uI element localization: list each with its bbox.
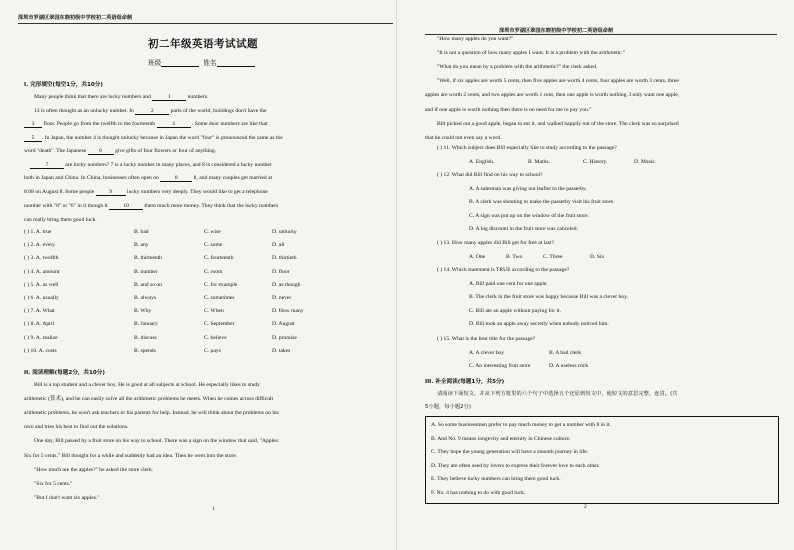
answer-option: C. An interesting fruit store (469, 363, 531, 370)
question-number: ( ) 6. A. usually (24, 295, 59, 301)
question-stem: ( ) 12. What did Bill find on his way to school? (437, 172, 543, 178)
answer-option: C. Three (543, 253, 563, 260)
cloze-line: 7 are lucky numbers? 7 is a lucky number in many places, and 8 is considered a lucky number (30, 162, 272, 169)
answer-option: D. Six (590, 253, 605, 260)
cloze-blank: 1 (152, 94, 186, 101)
answer-option: A. Bill paid one cent for one apple. (469, 280, 548, 287)
exam-title: 初二年级英语考试试题 (148, 38, 258, 50)
page-number: 1 (212, 506, 215, 512)
answer-option: A. A salesman was giving out leaflet to the passerby. (469, 185, 587, 192)
question-number: ( ) 9. A. realize (24, 334, 58, 341)
passage-line: own and tries his best to find out the solutions. (24, 424, 129, 431)
question-number: ( ) 7. A. What (24, 308, 55, 315)
option-d: D. unlucky (272, 229, 297, 235)
passage-line: "How much are the apples?" he asked the store clerk. (34, 466, 154, 473)
option-d: D. thirtieth (272, 255, 297, 262)
option-c: C. room (204, 268, 223, 275)
question-stem: ( ) 11. Which subject does Bill especially like to study according to the passage? (437, 145, 617, 151)
option-b: B. Why (134, 308, 152, 315)
passage-line: "Well, if six apples are worth 5 cents, then five apples are worth 4 cents, four apples are worth 3 cents, three (437, 78, 679, 85)
option-b: B. always (134, 295, 157, 301)
answer-option: B. A clerk was shouting to make the passerby visit his fruit store. (469, 199, 615, 206)
cloze-blank: 2 (135, 108, 169, 115)
cloze-blank: 6 (88, 148, 114, 155)
answer-option: D. Music. (634, 158, 657, 165)
cloze-line: 8:08 on August 8. Some people 9 lucky numbers very deeply. They would like to get a telephone (24, 189, 268, 195)
answer-option: B. Two (506, 253, 523, 260)
sentence-option: E. They believe lucky numbers can bring them good luck. (431, 476, 561, 483)
passage-line: arithmetic (算术), and he can easily solve all the arithmetic problems he meets. When he comes across difficult (24, 396, 274, 403)
passage-line: arithmetic problems, he won't ask teachers or his parents for help. Instead, he will think about the problems on his (24, 410, 279, 417)
options-box (425, 416, 779, 504)
section-3-instructions: 请阅读下面短文，并从下列方框里的六个句子中选择五个还原到短文中，使短文的意思完整、连贯。(共 (437, 391, 678, 397)
passage-line: One day, Bill passed by a fruit store on his way to school. There was a sign on the window that said, "Apples: (34, 438, 280, 445)
question-stem: ( ) 13. How many apples did Bill get for free at last? (437, 240, 554, 246)
question-stem: ( ) 14. Which statement is TRUE according to the passage? (437, 267, 570, 273)
option-b: B. number (134, 268, 158, 275)
cloze-line: 5 . In Japan, the number 4 is thought unlucky because in Japan the word "four" is pronounced the same as the (24, 135, 283, 142)
option-b: B. spends (134, 347, 156, 354)
question-number: ( ) 4. A. amount (24, 268, 60, 275)
answer-option: C. Bill ate an apple without paying for it. (469, 307, 561, 314)
cloze-line: can really bring them good luck. (24, 217, 97, 223)
answer-option: D. A big discount in the fruit store was canceled. (469, 226, 578, 233)
option-c: C. sometimes (204, 295, 235, 301)
passage-line: "It is not a question of how many apples I want. It is a problem with the arithmetic." (437, 50, 626, 57)
sentence-option: C. They hope the young generation will have a smooth journey in life. (431, 449, 589, 456)
question-number: ( ) 2. A. every (24, 242, 56, 249)
section-3-title: III. 补全阅读(每题1分，共5分) (425, 379, 505, 385)
passage-line: "But I don't want six apples." (34, 494, 100, 501)
cloze-blank: 5 (24, 135, 42, 142)
cloze-line: 3 floor. People go from the twelfth to the fourteenth 4 . Some door numbers are like that (24, 121, 268, 128)
question-number: ( ) 1. A. true (24, 229, 52, 235)
question-stem: ( ) 15. What is the best title for the passage? (437, 336, 536, 342)
header-rule (18, 23, 393, 24)
passage-line: "What do you mean by a problem with the arithmetic?" the clerk asked. (437, 64, 598, 71)
option-d: D. How many (272, 308, 304, 315)
section-1-title: I. 完形填空(每空1分，共10分) (24, 82, 103, 88)
name-field[interactable] (217, 60, 255, 67)
sentence-option: A. So some businessmen prefer to pay much money to get a number with 8 in it. (431, 422, 611, 428)
section-3-instructions: 5小题，每小题2分) (425, 404, 471, 410)
option-c: C. wise (204, 229, 221, 235)
passage-line: Bill is a top student and a clever boy. He is good at all subjects at school. He especially likes to study (34, 382, 260, 388)
name-label: 姓名 (203, 59, 217, 67)
passage-line: and if one apple is worth nothing then there is no need for me to pay you." (425, 106, 592, 113)
question-number: ( ) 3. A. twelfth (24, 255, 59, 262)
option-d: D. as though (272, 281, 301, 288)
right-page (397, 0, 794, 550)
option-b: B. thirteenth (134, 255, 162, 262)
answer-option: A. A clever boy (469, 349, 505, 356)
option-d: D. promise (272, 334, 297, 341)
cloze-line: word "death". The Japanese 6 give gifts of four flowers or four of anything. (24, 148, 217, 154)
passage-line: Six for 5 cents." Bill thought for a while and suddenly had an idea. Then he went into the store. (24, 452, 238, 459)
cloze-blank: 7 (30, 162, 64, 169)
passage-line: "Six for 5 cents." (34, 480, 73, 487)
option-b: B. bad (134, 229, 149, 235)
question-number: ( ) 10. A. costs (24, 347, 57, 354)
option-c: C. When (204, 308, 224, 315)
option-d: D. August (272, 321, 295, 328)
question-number: ( ) 8. A. April (24, 321, 55, 328)
option-d: D. floor (272, 268, 290, 275)
passage-line: apples are worth 2 cents, and two apples are worth 1 cent, then one apple is worth nothing. I only want one apple, (425, 92, 680, 99)
sentence-option: D. They are often used by lovers to express their forever love to each other. (431, 462, 600, 469)
class-field[interactable] (161, 60, 199, 67)
question-number: ( ) 5. A. as well (24, 281, 59, 288)
answer-option: D. A useless trick (549, 363, 589, 370)
answer-option: B. The clerk in the fruit store was happy because Bill was a clever boy. (469, 294, 628, 301)
cloze-line: Many people think that there are lucky numbers and 1 numbers. (34, 94, 209, 100)
option-b: B. and so on (134, 281, 162, 288)
option-c: C. for example (204, 281, 238, 288)
cloze-blank: 3 (24, 121, 42, 128)
cloze-line: both in Japan and China. In China, businesses often open on 8 8, and many couples get married at (24, 175, 273, 181)
answer-option: C. History. (583, 158, 608, 165)
header-rule (425, 34, 777, 35)
cloze-blank: 9 (96, 189, 126, 196)
option-d: D. never (272, 295, 292, 301)
answer-option: B. Maths. (528, 158, 550, 165)
option-b: B. discuss (134, 334, 157, 341)
option-c: C. some (204, 242, 223, 249)
sentence-option: F. No. 4 has nothing to do with good luck. (431, 490, 526, 496)
section-2-title: II. 阅读理解(每题2分，共10分) (24, 370, 105, 376)
cloze-line: 13 is often thought as an unlucky number. In 2 parts of the world, buildings don't have the (34, 108, 267, 114)
class-label: 班级 (148, 59, 162, 67)
option-c: C. believe (204, 334, 227, 341)
sentence-option: B. And No. 9 means longevity and eternity in Chinese culture. (431, 435, 571, 442)
page-number: 2 (584, 504, 587, 510)
option-d: D. all (272, 242, 285, 249)
page-header: 深圳市罗湖区翠园东晓初级中学校初二英语组命制 (499, 28, 614, 34)
option-d: D. takes (272, 347, 291, 354)
cloze-line: number with "8" or "6" in it though it 10 them much more money. They think that the lucky numbers (24, 203, 279, 209)
answer-option: A. One (469, 253, 486, 260)
option-c: C. pays (204, 347, 221, 354)
option-c: C. September (204, 321, 235, 328)
option-c: C. fourteenth (204, 255, 234, 262)
answer-option: D. Bill took an apple away secretly when nobody noticed him. (469, 321, 609, 328)
student-info (148, 60, 255, 67)
page-header: 深圳市罗湖区翠园东晓初级中学校初二英语组命制 (18, 15, 133, 21)
answer-option: B. A bad clerk (549, 349, 582, 356)
option-b: B. January (134, 321, 158, 328)
cloze-blank: 8 (160, 175, 192, 182)
passage-line: "How many apples do you want?" (437, 36, 514, 42)
cloze-blank: 10 (109, 203, 143, 210)
passage-line: Bill picked out a good apple, began to eat it, and walked happily out of the store. The clerk was so surprised (437, 120, 679, 127)
answer-option: C. A sign was put up on the window of the fruit store. (469, 212, 589, 219)
answer-option: A. English. (469, 158, 495, 165)
passage-line: that he could not even say a word. (425, 134, 502, 141)
cloze-blank: 4 (157, 121, 191, 128)
option-b: B. any (134, 242, 149, 249)
